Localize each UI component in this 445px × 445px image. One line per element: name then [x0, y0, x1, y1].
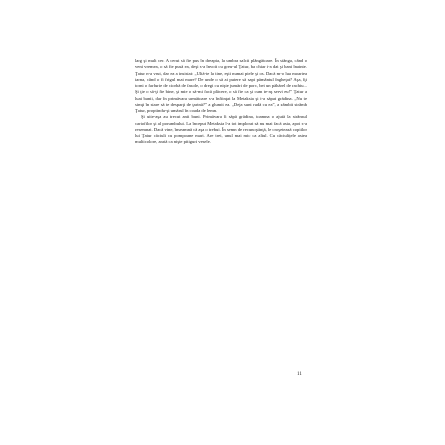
page-number: 11	[297, 372, 302, 377]
body-text	[135, 58, 307, 146]
paragraph-2: Şi uite-aşa au trecut anii buni. Primăvara îi săpă grădina, toamna o ajută la strânsul cartofilor şi al porumbului. La început Metaksia l-a tot implorat să nu mai facă asta, apoi s-a resemnat. Dacă vine, înseamnă că aşa o trebui. În semn de recunoştinţă, le croşetează copiilor lui Ţatur căciuli cu pompoane mari. Are trei, unul mai mic ca altul. Cu căciulițele astea multicolore, arată ca nişte pitiguri vesele.	[135, 114, 307, 145]
paragraph-1: larg şi mult cer. A cerut să fie pus în dreapta, la umbra salcii plângătoare. În stânga, când o veni vremea, o să fie pusă ea, deşi s-a învoit cu greu-ul Ţatur, ba chiar i-a dat şi bani înainte. Ţatur n-a vrut, dar ea a insistat: „Ultă-te la tine, eşti numai piele şi os. Dacă m-o lua moartea iarna, când o fi frigul mai mare? De unde o să ai putere să sapi pământul îngheţat? Aşa, îţi torni o farfurie de ciorbă de fasole, o dregi cu nişte jumări de porc, bei un păhărel de rachiu... Şi ţie o să-ţi fie bine, şi mie o să-mi facă plăcere, o să fie ca şi cum te-aş servi eu!” Ţatur a luat banii, dar în primăvara următoare s-a înfiinţat la Metaksia şi i-a săpat grădina. „Nu te simţi în stare să te desparţi de ţarină?” a glumit ea. „Deja sunt rudă cu ea”, a zâmbit strâmb Ţatur, proptindu-şi umărul în coada de lemn.	[135, 58, 307, 113]
